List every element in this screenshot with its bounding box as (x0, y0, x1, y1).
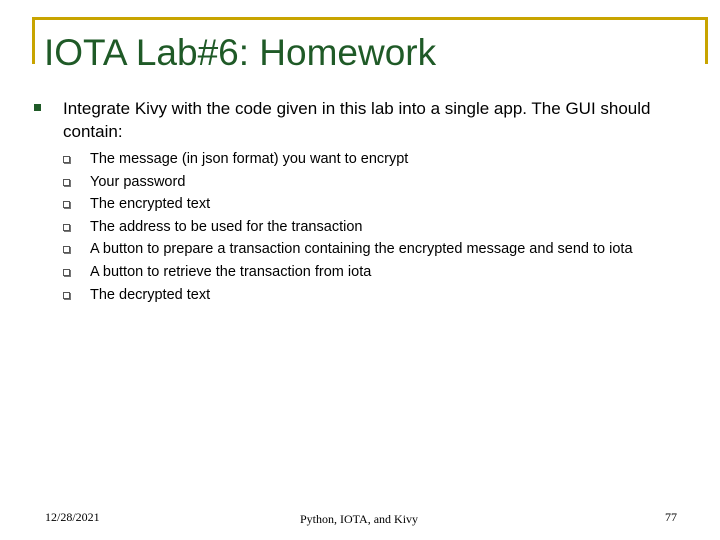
sub-bullet-text: A button to retrieve the transaction from iota (90, 264, 372, 280)
sub-bullet-text: Your password (90, 173, 186, 190)
sub-bullet-item (63, 261, 673, 284)
sub-bullet-item (63, 216, 673, 239)
main-bullet-text: Integrate Kivy with the code given in this lab into a single app. The GUI should contain: (63, 99, 651, 141)
hollow-square-bullet-icon (63, 156, 70, 163)
slide-title: IOTA Lab#6: Homework (44, 32, 437, 73)
sub-bullet-item (63, 193, 673, 216)
sub-bullet-text: The message (in json format) you want to encrypt (90, 151, 409, 167)
footer-title: Python, IOTA, and Kivy (300, 512, 419, 526)
frame-left-line (32, 17, 35, 64)
frame-top-line (32, 17, 706, 20)
footer-date: 12/28/2021 (45, 510, 100, 524)
sub-bullet-text: The address to be used for the transaction (90, 218, 363, 235)
frame-right-line (705, 17, 708, 64)
sub-bullet-text: The encrypted text (90, 196, 211, 212)
sub-bullet-text: A button to prepare a transaction containing the encrypted message and send to iota (90, 241, 633, 257)
square-bullet-icon (34, 104, 41, 111)
hollow-square-bullet-icon (63, 292, 70, 299)
sub-bullet-item (63, 284, 673, 307)
sub-bullet-item (63, 171, 673, 194)
hollow-square-bullet-icon (63, 246, 70, 253)
sub-bullet-list (63, 148, 673, 306)
hollow-square-bullet-icon (63, 201, 70, 208)
hollow-square-bullet-icon (63, 224, 70, 231)
page-number: 77 (665, 510, 677, 524)
hollow-square-bullet-icon (63, 179, 70, 186)
sub-bullet-item (63, 148, 673, 171)
hollow-square-bullet-icon (63, 269, 70, 276)
sub-bullet-item (63, 238, 673, 261)
sub-bullet-text: The decrypted text (90, 286, 211, 303)
